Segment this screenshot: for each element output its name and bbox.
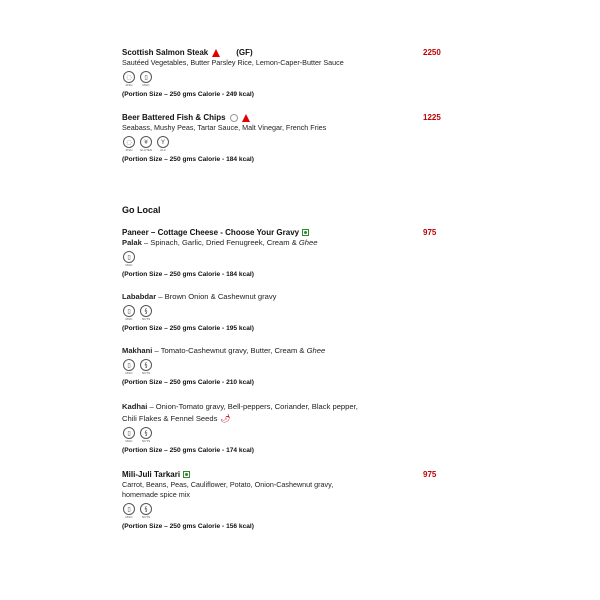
item-description: – Brown Onion & Cashewnut gravy: [156, 292, 277, 301]
item-price: 1225: [423, 113, 441, 122]
item-name: Makhani: [122, 346, 153, 355]
item-description-line2: homemade spice mix: [122, 490, 190, 499]
item-description-line2: Chili Flakes & Fennel Seeds: [122, 414, 218, 423]
portion-info: (Portion Size – 250 gms Calorie - 195 kcal): [122, 325, 254, 332]
milk-allergen-icon: ▯ MILK: [122, 251, 136, 268]
sub-item-name: Palak: [122, 238, 142, 247]
menu-item-fish-chips: [122, 112, 452, 165]
menu-item-mili-juli: [122, 469, 452, 532]
item-name: Mili-Juli Tarkari: [122, 470, 181, 479]
nuts-allergen-icon: § NUTS: [139, 305, 153, 322]
allergen-icons: [122, 305, 452, 322]
item-tag: (GF): [236, 48, 253, 57]
allergen-icons: [122, 359, 452, 376]
nuts-allergen-icon: § NUTS: [139, 359, 153, 376]
menu-item-salmon: [122, 47, 452, 100]
milk-allergen-icon: ▯ MILK: [122, 359, 136, 376]
item-description: Seabass, Mushy Peas, Tartar Sauce, Malt Vinegar, French Fries: [122, 123, 327, 132]
menu-item-kadhai: [122, 400, 452, 456]
menu-item-lababdar: [122, 292, 452, 334]
item-name: Scottish Salmon Steak: [122, 48, 209, 57]
portion-info: (Portion Size – 250 gms Calorie - 249 kcal): [122, 91, 254, 98]
section-title: Go Local: [122, 205, 161, 215]
portion-info: (Portion Size – 250 gms Calorie - 210 kcal): [122, 379, 254, 386]
item-price: 975: [423, 228, 437, 237]
item-description: – Onion-Tomato gravy, Bell-peppers, Coriander, Black pepper,: [147, 402, 358, 411]
allergen-icons: [122, 427, 452, 444]
spicy-triangle-icon: [242, 114, 250, 122]
milk-allergen-icon: ▯ MILK: [122, 305, 136, 322]
portion-info: (Portion Size – 250 gms Calorie - 156 kcal): [122, 523, 254, 530]
portion-info: (Portion Size – 250 gms Calorie - 184 kcal): [122, 156, 254, 163]
item-price: 975: [423, 470, 437, 479]
item-name: Beer Battered Fish & Chips: [122, 113, 226, 122]
fish-allergen-icon: ◌ FISH: [122, 71, 136, 88]
item-description-em: Ghee: [298, 238, 318, 247]
item-description: Carrot, Beans, Peas, Cauliflower, Potato, Onion-Cashewnut gravy,: [122, 480, 334, 489]
milk-allergen-icon: ▯ MILK: [122, 503, 136, 520]
allergen-icons: [122, 136, 452, 153]
spicy-triangle-icon: [212, 49, 220, 57]
portion-info: (Portion Size – 250 gms Calorie - 184 kcal): [122, 271, 254, 278]
item-price: 2250: [423, 48, 441, 57]
gluten-allergen-icon: ¥ GLUTEN: [139, 136, 153, 153]
chef-hat-icon: [230, 114, 238, 122]
milk-allergen-icon: ▯ MILK: [139, 71, 153, 88]
item-name: Lababdar: [122, 292, 157, 301]
item-name: Kadhai: [122, 402, 148, 411]
milk-allergen-icon: ▯ MILK: [122, 427, 136, 444]
allergen-icons: [122, 251, 452, 268]
veg-icon: [302, 229, 309, 236]
allergen-icons: [122, 71, 452, 88]
nuts-allergen-icon: § NUTS: [139, 427, 153, 444]
portion-info: (Portion Size – 250 gms Calorie - 174 kcal): [122, 447, 254, 454]
alcohol-allergen-icon: Y ALC: [156, 136, 170, 153]
item-description: Sautéed Vegetables, Butter Parsley Rice, Lemon-Caper-Butter Sauce: [122, 58, 344, 67]
menu-item-paneer: [122, 227, 452, 280]
allergen-icons: [122, 503, 452, 520]
item-description: – Tomato-Cashewnut gravy, Butter, Cream &: [152, 346, 307, 355]
chili-icon: 🌶: [220, 414, 231, 423]
item-description: – Spinach, Garlic, Dried Fenugreek, Cream &: [141, 238, 299, 247]
menu-item-makhani: [122, 346, 452, 388]
item-description-em: Ghee: [306, 346, 326, 355]
veg-icon: [183, 471, 190, 478]
nuts-allergen-icon: § NUTS: [139, 503, 153, 520]
fish-allergen-icon: ◌ FISH: [122, 136, 136, 153]
item-name: Paneer – Cottage Cheese - Choose Your Gravy: [122, 228, 300, 237]
